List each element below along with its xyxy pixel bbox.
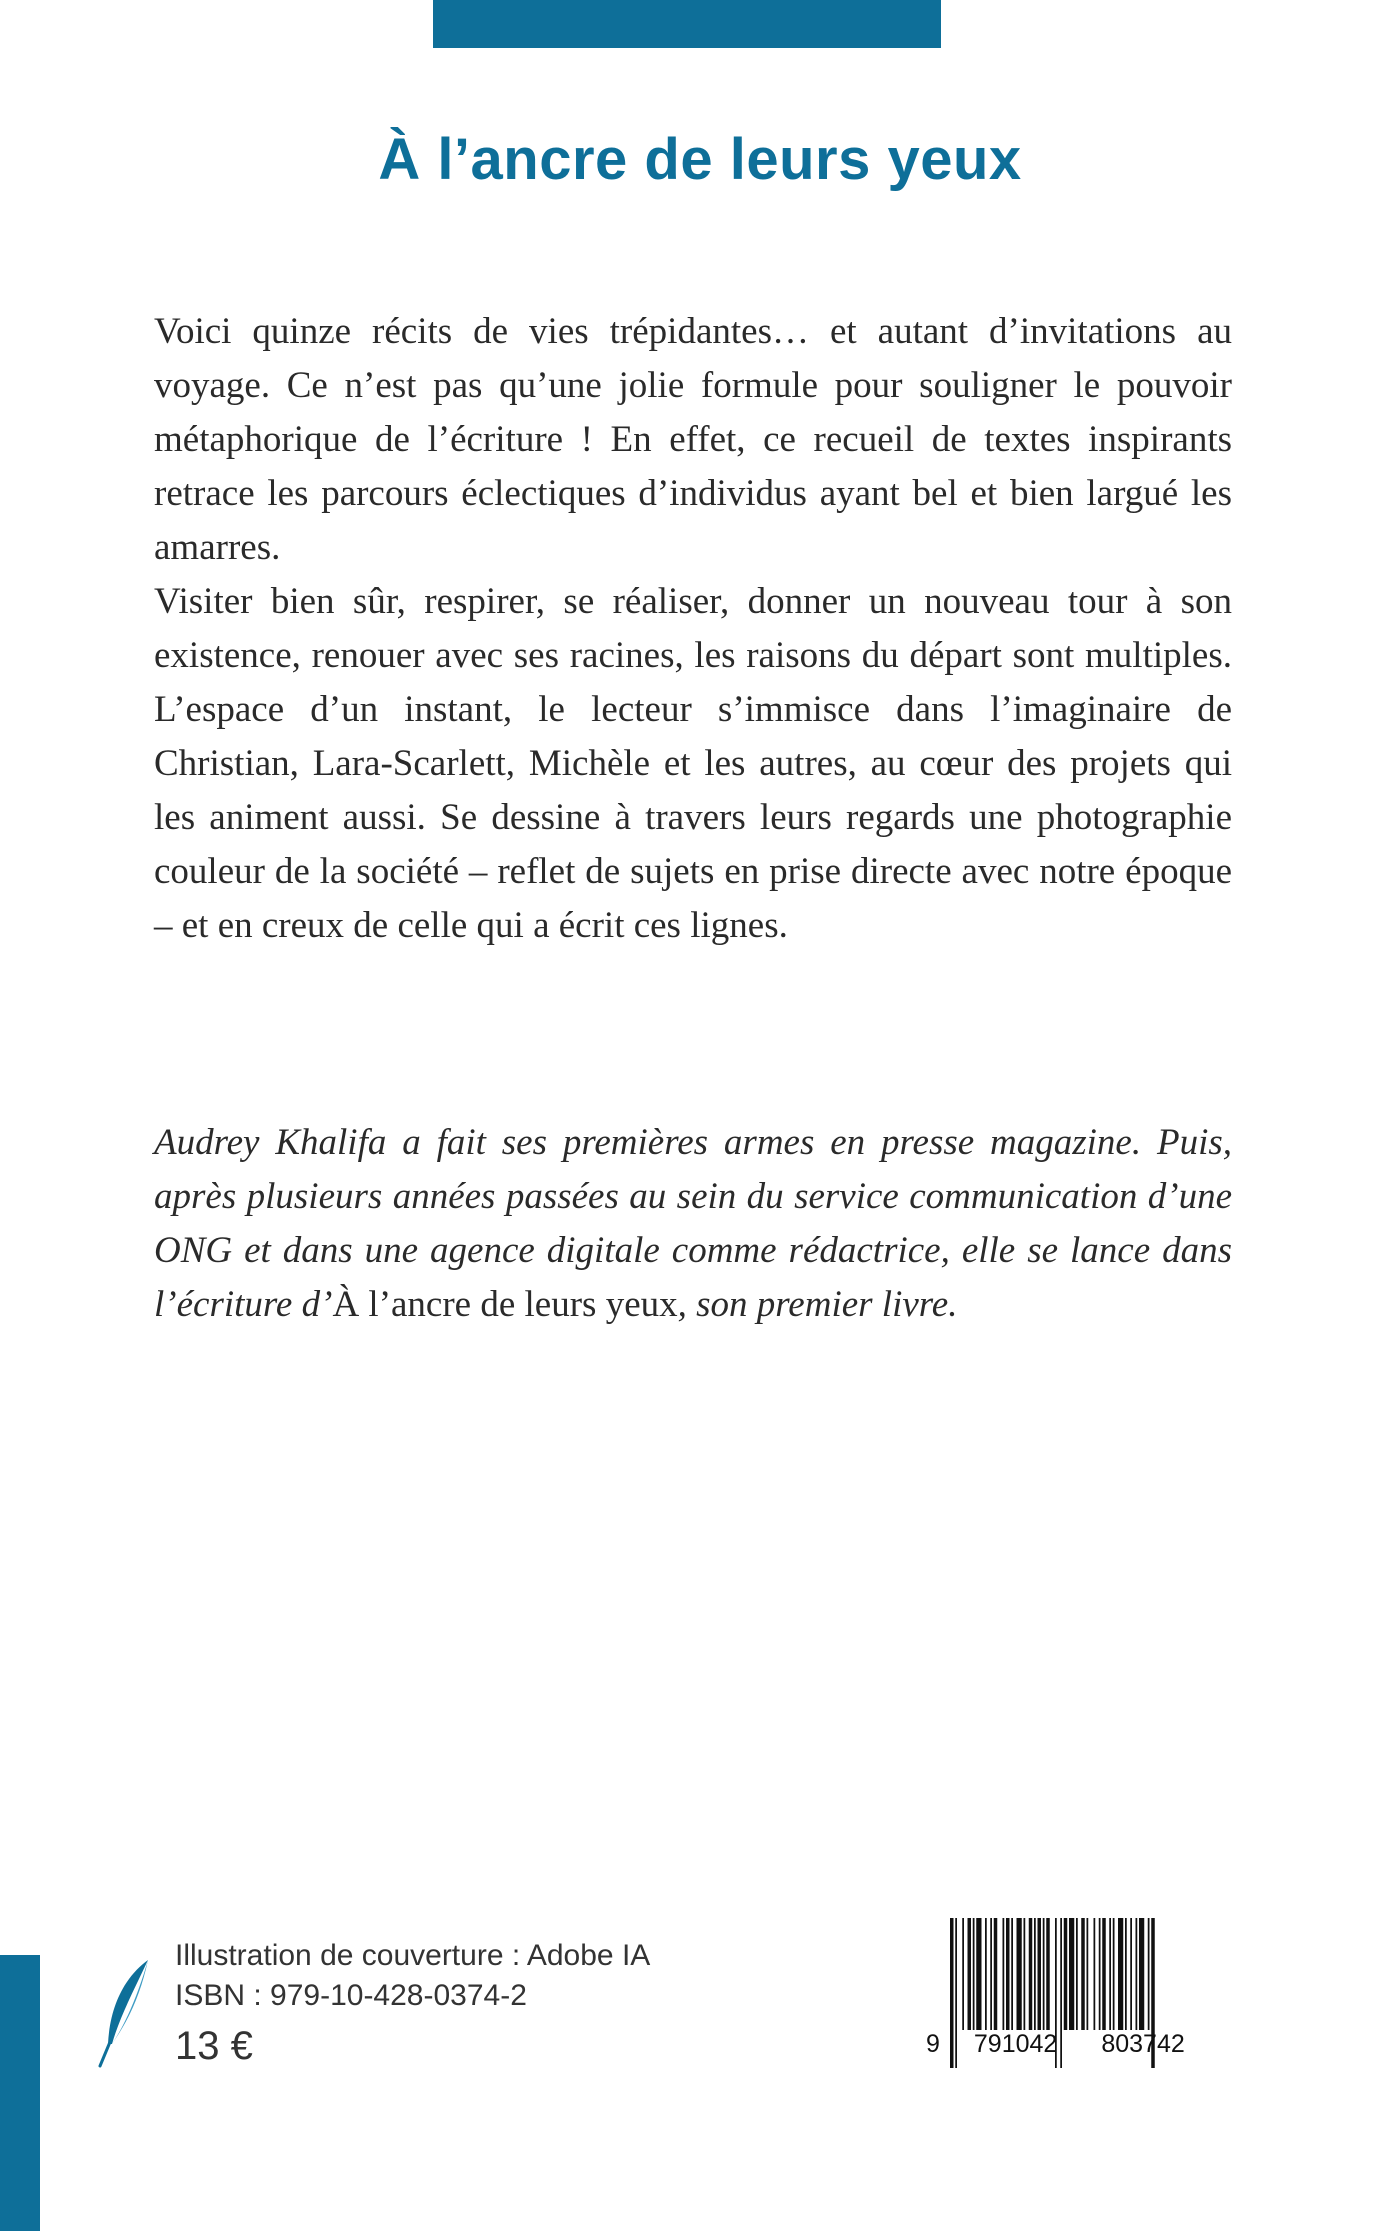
barcode-bar <box>1081 1918 1085 2030</box>
blurb-paragraph-1: Voici quinze récits de vies trépidantes… et autant d’invitations au voyage. Ce n’est pas qu’une jolie formule pour souligner le pouvoir métaphorique de l’écriture ! En effet, ce recueil de textes inspirants retrace les parcours éclectiques d’individus ayant bel et bien largué les amarres. <box>154 311 1232 568</box>
barcode-bar <box>1011 1918 1013 2030</box>
isbn-number: ISBN : 979-10-428-0374-2 <box>175 1979 527 2012</box>
barcode-bar <box>1029 1918 1033 2030</box>
barcode-bar <box>1003 1918 1005 2030</box>
barcode-bar <box>1069 1918 1074 2030</box>
author-bio-book-title: À l’ancre de leurs yeux <box>332 1284 678 1325</box>
barcode-bar <box>1109 1918 1111 2030</box>
barcode-digits <box>926 2030 1226 2059</box>
barcode-bar <box>1034 1918 1036 2030</box>
barcode-bar <box>962 1918 964 2030</box>
barcode-bar <box>1043 1918 1045 2030</box>
barcode-bar <box>1046 1918 1050 2030</box>
back-cover-blurb <box>154 305 1232 953</box>
barcode-bar <box>1136 1918 1138 2030</box>
barcode-bar <box>1024 1918 1026 2030</box>
barcode-bar <box>1076 1918 1078 2030</box>
barcode-bar <box>1139 1918 1144 2030</box>
blurb-paragraph-2: Visiter bien sûr, respirer, se réaliser, donner un nouveau tour à son existence, renouer avec ses racines, les raisons du départ sont multiples. L’espace d’un instant, le lecteur s’immisce dans l’imaginaire de Christian, Lara-Scarlett, Michèle et les autres, au cœur des projets qui les animent aussi. Se dessine à travers leurs regards une photographie couleur de la société – reflet de sujets en prise directe avec notre époque – et en creux de celle qui a écrit ces lignes. <box>154 581 1232 946</box>
author-bio-text-end: , son premier livre. <box>677 1284 958 1325</box>
author-bio <box>154 1116 1232 1332</box>
price: 13 € <box>175 2024 253 2068</box>
side-accent-bar <box>0 1955 40 2231</box>
top-accent-bar <box>433 0 941 48</box>
barcode-left-digits: 791042 <box>973 2030 1058 2058</box>
barcode-bar <box>1087 1918 1089 2030</box>
barcode-bar <box>976 1918 981 2030</box>
barcode-bar <box>1094 1918 1096 2030</box>
illustration-credit: Illustration de couverture : Adobe IA <box>175 1939 651 1972</box>
book-title: À l’ancre de leurs yeux <box>378 127 1022 192</box>
barcode-bar <box>1102 1918 1106 2030</box>
barcode-bar <box>1148 1918 1150 2030</box>
author-bio-text: Audrey Khalifa a fait ses premières armes en presse magazine. Puis, après plusieurs années passées au sein du service communication d’une ONG et dans une agence digitale comme rédactrice, elle se lance dans l’écriture d’ <box>154 1122 1232 1325</box>
barcode-first-digit: 9 <box>926 2030 940 2058</box>
barcode-bar <box>994 1918 998 2030</box>
barcode-right-digits: 803742 <box>1101 2030 1185 2058</box>
barcode-bar <box>968 1918 972 2030</box>
barcode-bar <box>990 1918 992 2030</box>
barcode-bar <box>1125 1918 1127 2030</box>
barcode-bar <box>1118 1918 1123 2030</box>
feather-icon <box>96 1958 156 2068</box>
barcode-bar <box>985 1918 987 2030</box>
barcode-bar <box>1038 1918 1042 2030</box>
publication-info <box>175 1936 775 2074</box>
barcode-bar <box>1113 1918 1115 2030</box>
barcode-bar <box>1099 1918 1101 2030</box>
barcode-bar <box>973 1918 975 2030</box>
barcode-bar <box>1064 1918 1068 2030</box>
barcode-bar <box>1130 1918 1132 2030</box>
barcode-bar <box>1017 1918 1022 2030</box>
barcode-bar <box>1006 1918 1010 2030</box>
